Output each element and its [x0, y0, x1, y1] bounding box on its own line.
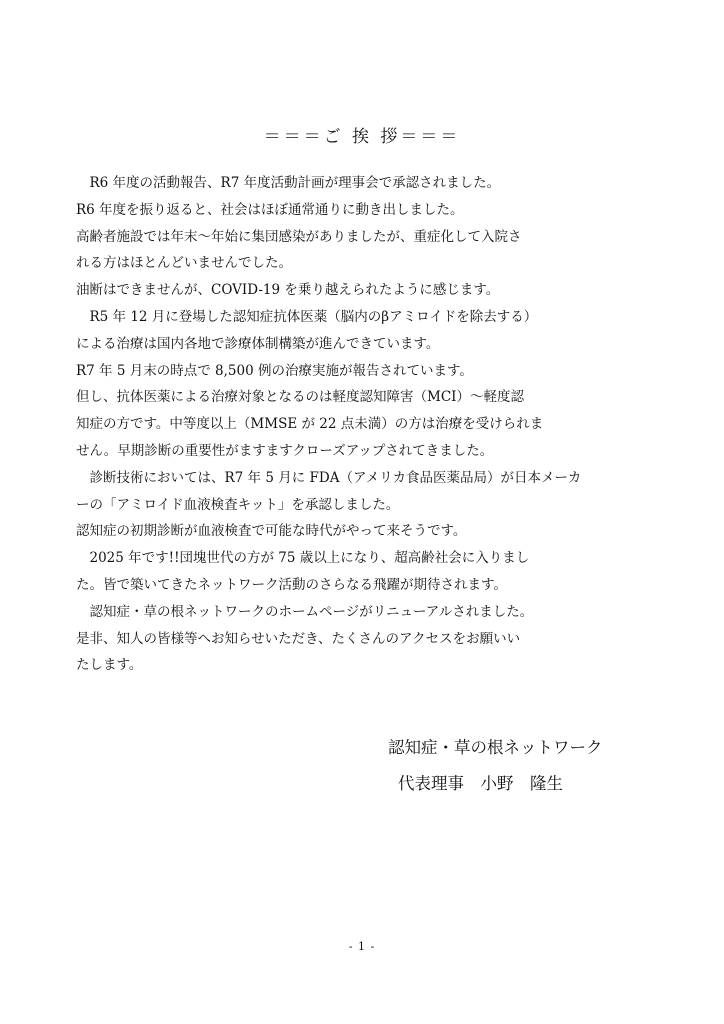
document-title: ＝＝＝ご 挨 拶＝＝＝ — [263, 127, 461, 147]
body-line: 但し、抗体医薬による治療対象となるのは軽度認知障害（MCI）～軽度認 — [76, 389, 524, 406]
body-line: た。皆で築いてきたネットワーク活動のさらなる飛躍が期待されます。 — [76, 576, 507, 593]
body-line: による治療は国内各地で診療体制構築が進んできています。 — [76, 335, 440, 352]
greeting-body — [76, 170, 661, 679]
signature-block — [388, 730, 603, 802]
body-line: せん。早期診断の重要性がますますクローズアップされてきました。 — [76, 442, 494, 459]
body-line: 知症の方です。中等度以上（MMSE が 22 点未満）の方は治療を受けられま — [76, 416, 544, 433]
body-line: 認知症・草の根ネットワークのホームページがリニューアルされました。 — [76, 603, 534, 620]
body-line: ーの「アミロイド血液検査キット」を承認しました。 — [76, 496, 400, 513]
body-line: R6 年度の活動報告、R7 年度活動計画が理事会で承認されました。 — [76, 175, 501, 191]
body-line: R6 年度を振り返ると、社会はほぼ通常通りに動き出しました。 — [76, 201, 464, 218]
signature-representative: 代表理事 小野 隆生 — [398, 774, 563, 793]
body-line: 高齢者施設では年末～年始に集団感染がありましたが、重症化して入院さ — [76, 228, 522, 245]
body-line: 是非、知人の皆様等へお知らせいただき、たくさんのアクセスをお願いい — [76, 630, 521, 647]
body-line: R5 年 12 月に登場した認知症抗体医薬（脳内のβアミロイドを除去する） — [76, 308, 538, 325]
page-number: - 1 - — [348, 940, 376, 953]
body-line: 2025 年です!!団塊世代の方が 75 歳以上になり、超高齢社会に入りまし — [76, 550, 530, 567]
body-line: たします。 — [76, 657, 143, 674]
signature-organization: 認知症・草の根ネットワーク — [388, 738, 603, 757]
body-line: 油断はできませんが、COVID-19 を乗り越えられたように感じます。 — [76, 282, 500, 299]
body-line: れる方はほとんどいませんでした。 — [76, 255, 292, 272]
body-line: 診断技術においては、R7 年 5 月に FDA（アメリカ食品医薬品局）が日本メーカ — [76, 469, 582, 486]
body-line: 認知症の初期診断が血液検査で可能な時代がやって来そうです。 — [76, 523, 467, 540]
body-line: R7 年 5 月末の時点で 8,500 例の治療実施が報告されています。 — [76, 362, 473, 379]
